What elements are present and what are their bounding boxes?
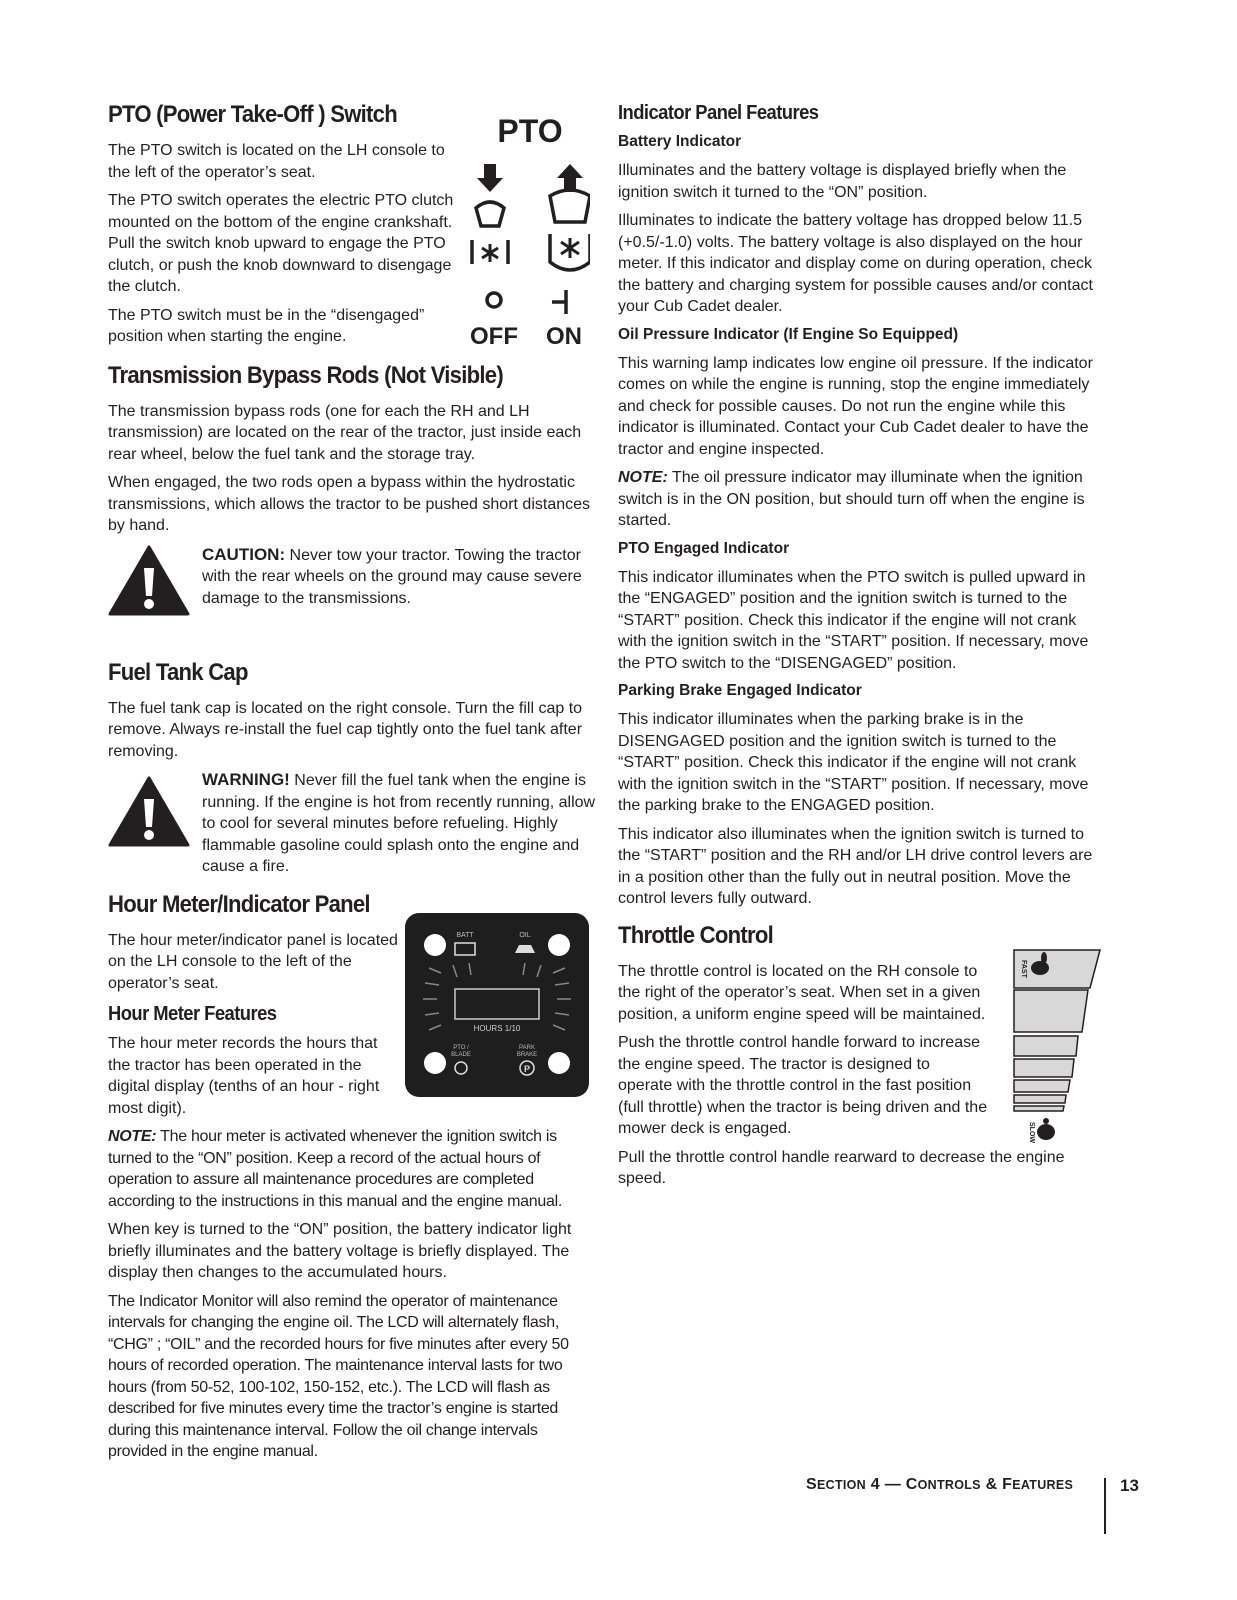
note-label: NOTE:	[108, 1128, 157, 1145]
warning-text: Never fill the fuel tank when the engine is running. If the engine is hot from recently running, allow to cool for several minutes before refueling. Highly flammable gasoline could splash onto the engine and cause a fire.	[202, 772, 596, 875]
bypass-heading: Transmission Bypass Rods (Not Visible)	[108, 361, 503, 389]
warning-box	[108, 769, 598, 878]
pto-engaged-heading: PTO Engaged Indicator	[618, 539, 790, 557]
page-number: 13	[1120, 1476, 1139, 1495]
oil-paragraph-1: This warning lamp indicates low engine oil pressure. If the indicator comes on while the engine is running, stop the engine immediately and check for possible causes. Do not run the engine while this indicator is illuminated. Contact your Cub Cadet dealer to have the tractor and engine inspected.	[618, 354, 1093, 458]
svg-text:BATT: BATT	[456, 932, 474, 939]
caution-box	[108, 544, 598, 624]
warning-triangle-icon	[108, 775, 190, 847]
clutch-on-icon	[561, 238, 579, 258]
hours-label: HOURS 1/10	[473, 1024, 521, 1033]
section-footer: SECTION 4 — CONTROLS & FEATURES	[806, 1476, 1074, 1493]
pto-paragraph-2: The PTO switch operates the electric PTO clutch mounted on the bottom of the engine crankshaft. Pull the switch knob upward to engage the PTO clutch, or push the knob downward to disengage the clutch.	[108, 192, 454, 295]
throttle-paragraph-2: Push the throttle control handle forward to increase the engine speed. The tractor is designed to operate with the throttle control in the fast position (full throttle) when the tractor is being driven and the mower deck is engaged.	[618, 1034, 988, 1137]
battery-lamp	[424, 934, 446, 956]
footer-divider	[1104, 1478, 1106, 1534]
throttle-heading: Throttle Control	[618, 921, 774, 949]
battery-indicator-heading: Battery Indicator	[618, 133, 742, 150]
pto-figure-label: PTO	[497, 113, 563, 149]
parking-brake-paragraph-1: This indicator illuminates when the parking brake is in the DISENGAGED position and the ignition switch is turned to the “START” position. Check this indicator if the engine will not crank with the ignition switch in the “START” position. If necessary, move the parking brake to the ENGAGED position.	[618, 711, 1089, 814]
pto-switch-figure	[470, 112, 590, 352]
arrow-up-icon	[557, 164, 583, 192]
parking-brake-heading: Parking Brake Engaged Indicator	[618, 682, 862, 699]
throttle-intro	[618, 961, 988, 1140]
svg-text:BRAKE: BRAKE	[516, 1052, 538, 1058]
lcd-display	[455, 989, 539, 1019]
pto-lamp	[424, 1052, 446, 1074]
warning-label: WARNING!	[202, 770, 290, 789]
pto-section	[108, 100, 468, 348]
pto-heading: PTO (Power Take-Off ) Switch	[108, 101, 397, 128]
turtle-icon	[1037, 1124, 1055, 1140]
oil-pressure-heading: Oil Pressure Indicator (If Engine So Equipped)	[618, 325, 959, 343]
bypass-paragraph-1: The transmission bypass rods (one for each the RH and LH transmission) are located on the rear of the tractor, just inside each rear wheel, below the fuel tank and the storage tray.	[108, 402, 582, 463]
knob-on-icon	[550, 190, 590, 222]
indicator-features-heading: Indicator Panel Features	[618, 102, 819, 124]
park-brake-lamp	[548, 1052, 570, 1074]
hour-meter-paragraph-2: The hour meter records the hours that the tractor has been operated in the digital display (tenths of an hour - right most digit).	[108, 1035, 380, 1117]
pto-paragraph-3: The PTO switch must be in the “disengaged” position when starting the engine.	[108, 306, 425, 345]
throttle-paragraph-3: Pull the throttle control handle rearward to decrease the engine speed.	[618, 1148, 1065, 1187]
oil-lamp	[548, 934, 570, 956]
pto-engaged-paragraph: This indicator illuminates when the PTO switch is pulled upward in the “ENGAGED” position and the ignition switch is turned to the “START” position. Check this indicator if the engine will not crank with the ignition switch in the “START” position. If necessary, move the PTO switch to the “DISENGAGED” position.	[618, 568, 1089, 672]
on-symbol-icon	[552, 290, 566, 314]
svg-text:OIL: OIL	[519, 932, 531, 939]
fuel-paragraph-1: The fuel tank cap is located on the right console. Turn the fill cap to remove. Always re-install the fuel cap tightly onto the fuel tank after removing.	[108, 699, 583, 760]
svg-text:BLADE: BLADE	[451, 1052, 471, 1058]
oil-note-label: NOTE:	[618, 469, 668, 486]
svg-text:P: P	[523, 1064, 531, 1074]
off-label: OFF	[470, 323, 518, 350]
clutch-off-icon	[482, 244, 498, 262]
battery-paragraph-1: Illuminates and the battery voltage is displayed briefly when the ignition switch it turned to the “ON” position.	[618, 162, 1067, 201]
parking-brake-paragraph-2: This indicator also illuminates when the ignition switch is turned to the “START” position and the RH and/or LH drive control levers are in a position other than the fully out in neutral position. Move the control levers fully outward.	[618, 825, 1093, 907]
oil-note-text: The oil pressure indicator may illuminate when the ignition switch is in the ON position, but should turn off when the engine is started.	[618, 469, 1085, 529]
hour-meter-features-heading: Hour Meter Features	[108, 1003, 277, 1025]
bypass-paragraph-2: When engaged, the two rods open a bypass within the hydrostatic transmissions, which allows the tractor to be pushed short distances by hand.	[108, 474, 591, 534]
battery-paragraph-2: Illuminates to indicate the battery voltage has dropped below 11.5 (+0.5/-1.0) volts. The battery voltage is also displayed on the hour meter. If this indicator and display come on during operation, check the battery and charging system for possible causes and/or contact your Cub Cadet dealer.	[618, 212, 1093, 315]
svg-text:PTO /: PTO /	[453, 1045, 469, 1051]
svg-text:PARK: PARK	[519, 1045, 535, 1051]
hour-meter-panel-figure	[405, 913, 589, 1097]
on-label: ON	[546, 323, 582, 350]
hour-meter-heading: Hour Meter/Indicator Panel	[108, 890, 370, 918]
knob-off-icon	[476, 202, 504, 226]
warning-triangle-icon	[108, 544, 190, 616]
off-symbol-icon	[487, 293, 501, 307]
hour-meter-intro	[108, 930, 400, 1120]
hour-meter-paragraph-1: The hour meter/indicator panel is located on the LH console to the left of the operator’s seat.	[108, 931, 398, 992]
caution-text: Never tow your tractor. Towing the tractor with the rear wheels on the ground may cause severe damage to the transmissions.	[202, 546, 582, 607]
fast-label: FAST	[1020, 960, 1027, 978]
pto-paragraph-1: The PTO switch is located on the LH console to the left of the operator’s seat.	[108, 142, 445, 181]
rabbit-icon	[1031, 961, 1049, 975]
hour-meter-paragraph-3: When key is turned to the “ON” position, the battery indicator light briefly illuminates and the battery voltage is briefly displayed. The display then changes to the accumulated hours.	[108, 1221, 572, 1281]
fuel-heading: Fuel Tank Cap	[108, 658, 248, 686]
throttle-scale-figure	[1010, 946, 1102, 1150]
hour-meter-paragraph-4: The Indicator Monitor will also remind the operator of maintenance intervals for changing the engine oil. The LCD will alternately flash, “CHG” ; “OIL” and the recorded hours for five minutes after every 50 hours of recorded operation. The maintenance interval lasts for two hours (from 50-52, 100-102, 150-152, etc.). The LCD will flash as described for five minutes every time the tractor’s engine is started during this maintenance interval. Follow the oil change intervals provided in the engine manual.	[108, 1292, 569, 1460]
caution-label: CAUTION:	[202, 544, 286, 564]
slow-label: SLOW	[1028, 1122, 1035, 1143]
note-text: The hour meter is activated whenever the ignition switch is turned to the “ON” position. Keep a record of the actual hours of operation to assure all maintenance procedures are completed according to the instructions in this manual and the engine manual.	[108, 1128, 562, 1210]
arrow-down-icon	[477, 164, 503, 192]
throttle-paragraph-1: The throttle control is located on the RH console to the right of the operator’s seat. When set in a given position, a uniform engine speed will be maintained.	[618, 962, 986, 1023]
